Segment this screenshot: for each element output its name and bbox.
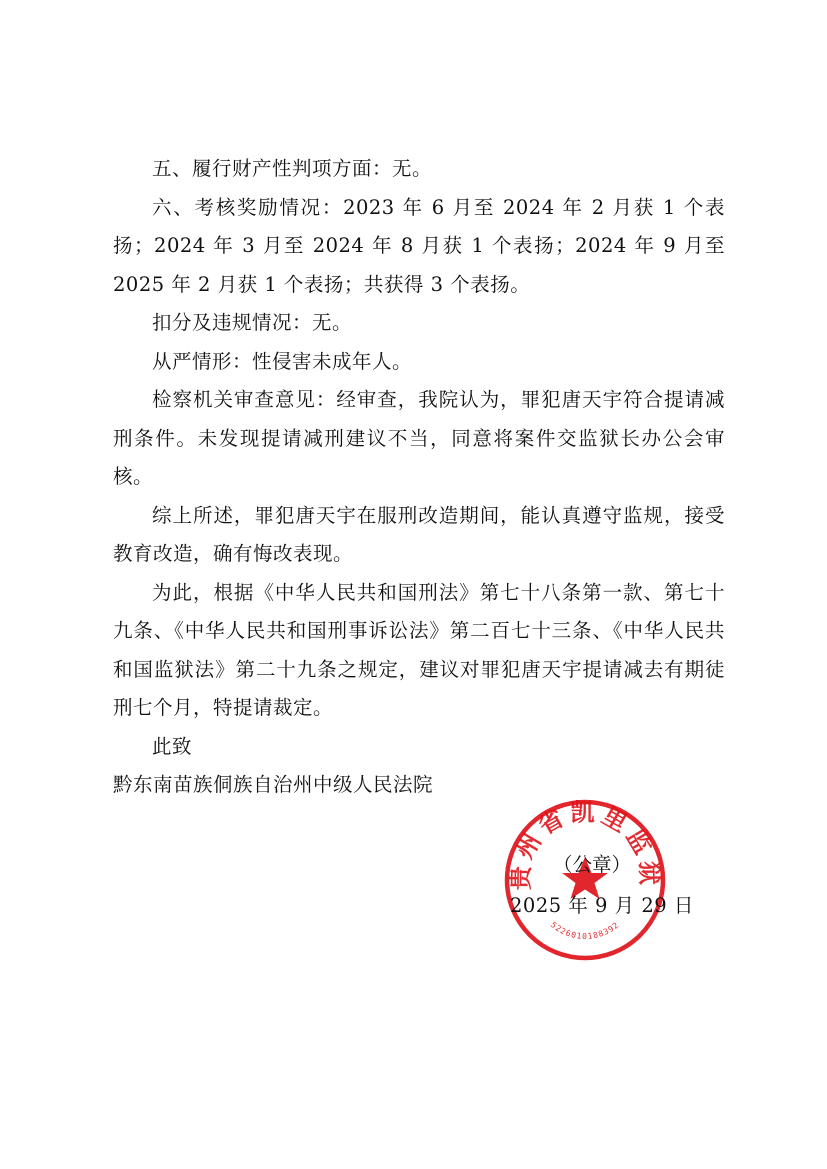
paragraph-deductions: 扣分及违规情况：无。 <box>152 311 353 334</box>
document-body <box>113 150 725 805</box>
seal-stamp-icon <box>500 795 670 965</box>
paragraph-legal-basis: 为此，根据《中华人民共和国刑法》第七十八条第一款、第七十九条、《中华人民共和国刑事诉讼法》第二百七十三条、《中华人民共和国监狱法》第二十九条之规定，建议对罪犯唐天宇提请减去有期徒刑七个月，特提请裁定。 <box>113 580 725 719</box>
svg-text:贵州省凯里监狱: 贵州省凯里监狱 <box>505 797 665 891</box>
paragraph-summary: 综上所述，罪犯唐天宇在服刑改造期间，能认真遵守监规，接受教育改造，确有悔改表现。 <box>113 503 725 565</box>
paragraph-rewards: 六、考核奖励情况：2023 年 6 月至 2024 年 2 月获 1 个表扬；2024 年 3 月至 2024 年 8 月获 1 个表扬；2024 年 9 月至 2025 年 2 月获 1 个表扬；共获得 3 个表扬。 <box>113 195 725 296</box>
document-date: 2025 年 9 月 29 日 <box>510 894 694 917</box>
paragraph-procuratorate-opinion: 检察机关审查意见：经审查，我院认为，罪犯唐天宇符合提请减刑条件。未发现提请减刑建议不当，同意将案件交监狱长办公会审核。 <box>113 388 725 488</box>
seal-note: （公章） <box>553 853 632 876</box>
paragraph-salutation: 此致 <box>152 734 193 758</box>
svg-text:5226010188392: 5226010188392 <box>548 920 622 941</box>
paragraph-property-judgment: 五、履行财产性判项方面：无。 <box>152 157 433 180</box>
official-seal <box>500 795 670 965</box>
paragraph-strict-circumstance: 从严情形：性侵害未成年人。 <box>152 349 413 373</box>
addressee-court: 黔东南苗族侗族自治州中级人民法院 <box>113 773 434 796</box>
